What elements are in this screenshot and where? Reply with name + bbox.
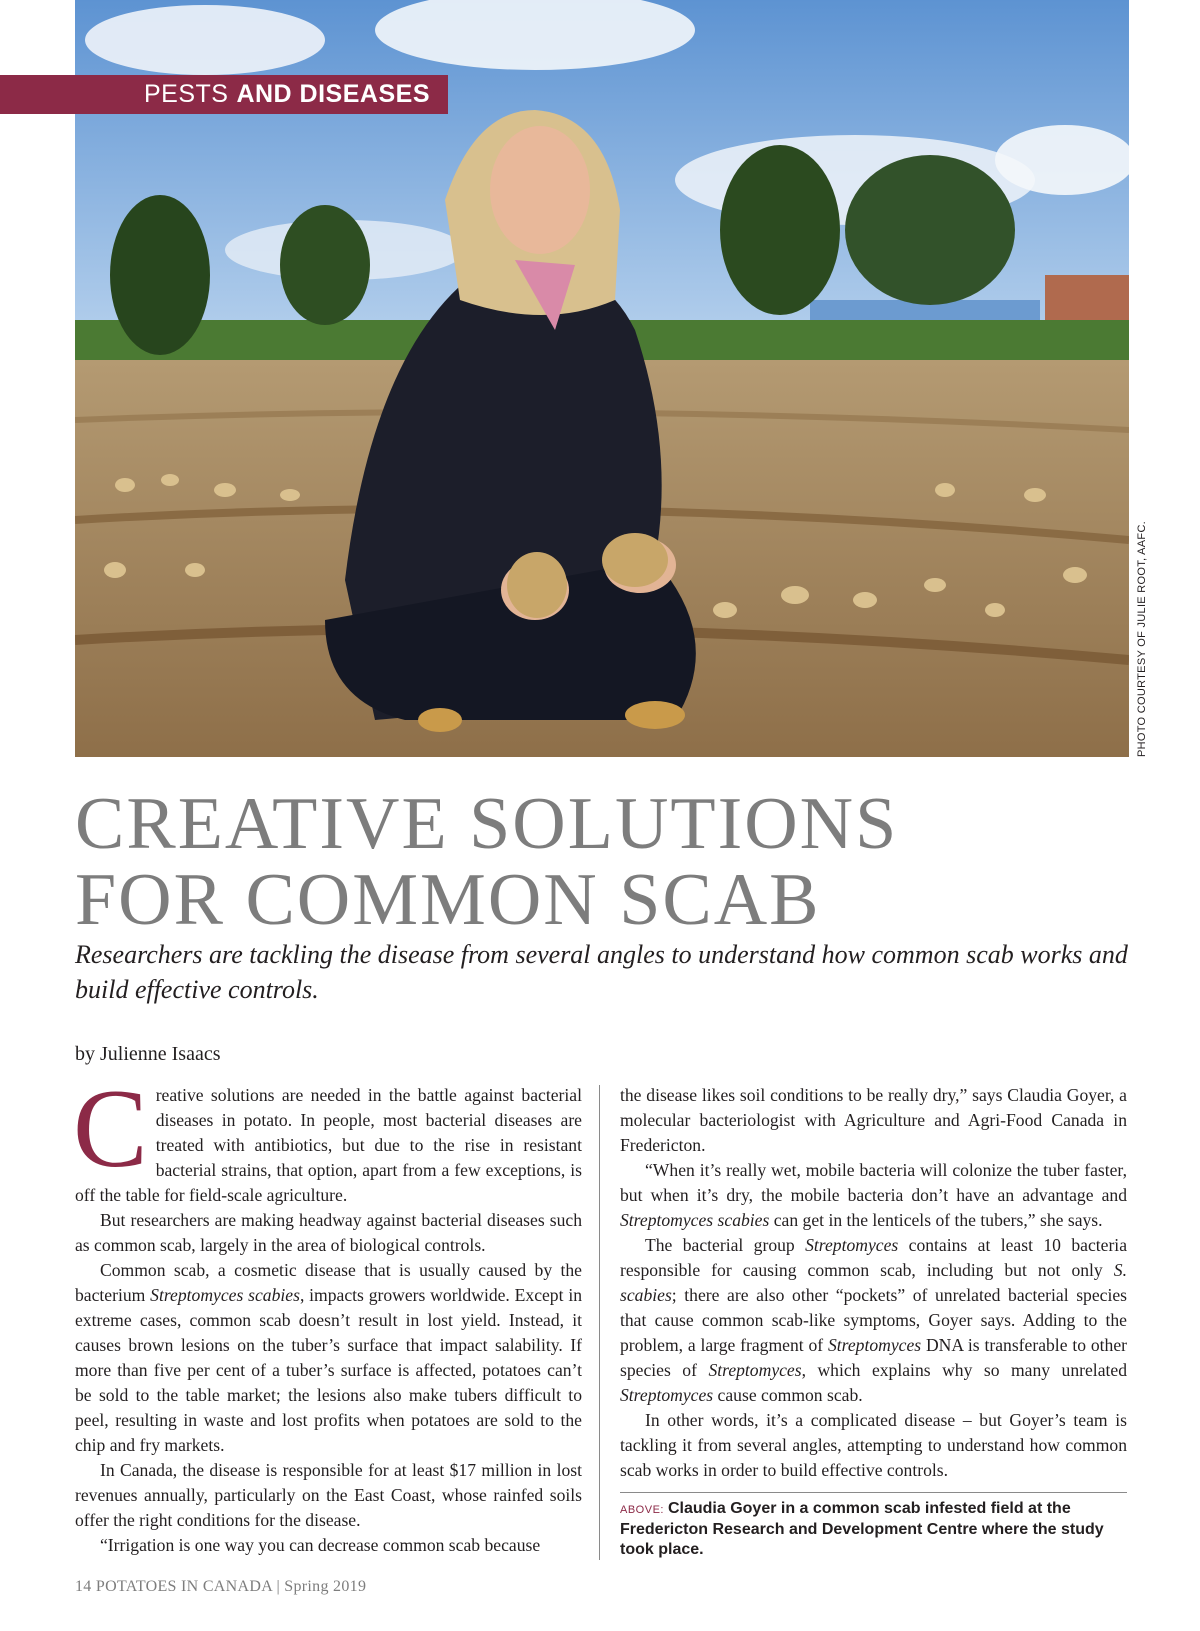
section-banner	[0, 75, 448, 114]
column-divider	[599, 1085, 600, 1560]
caption-text: Claudia Goyer in a common scab infested field at the Fredericton Research and Development Centre where the study took place.	[620, 1500, 1104, 1558]
paragraph-2: But researchers are making headway against bacterial diseases such as common scab, largely in the area of biological controls.	[75, 1210, 582, 1255]
caption-label: ABOVE:	[620, 1504, 664, 1516]
body-column-left	[73, 1067, 582, 1558]
photo-caption	[620, 1492, 1127, 1560]
paragraph-3: Common scab, a cosmetic disease that is usually caused by the bacterium Streptomyces scabies, impacts growers worldwide. Except in extreme cases, common scab doesn’t result in lost yield. Instead, it causes brown lesions on the tuber’s surface that impact salability. If more than five per cent of a tuber’s surface is affected, potatoes can’t be sold to the table market; the lesions also make tubers difficult to peel, resulting in waste and lost profits when potatoes are sold to the chip and fry markets.	[75, 1260, 582, 1455]
paragraph-7: “When it’s really wet, mobile bacteria will colonize the tuber faster, but when it’s dry, the mobile bacteria don’t have an advantage and Streptomyces scabies can get in the lenticels of the tubers,” she says.	[620, 1160, 1127, 1230]
paragraph-1: Creative solutions are needed in the battle against bacterial diseases in potato. In people, most bacterial diseases are treated with antibiotics, but due to the rise in resistant bacterial strains, that option, apart from a few exceptions, is off the table for field-scale agriculture.	[73, 1067, 582, 1205]
title-line-2: FOR COMMON SCAB	[75, 859, 821, 941]
byline: by Julienne Isaacs	[75, 1043, 221, 1065]
paragraph-4: In Canada, the disease is responsible for at least $17 million in lost revenues annually, particularly on the East Coast, whose rainfed soils offer the right conditions for the disease.	[75, 1460, 582, 1530]
drop-cap: C	[73, 1067, 148, 1191]
body-column-right	[620, 1083, 1127, 1483]
photo-credit: PHOTO COURTESY OF JULIE ROOT, AAFC.	[1136, 520, 1148, 757]
page-footer: 14 POTATOES IN CANADA | Spring 2019	[75, 1578, 367, 1595]
paragraph-5: “Irrigation is one way you can decrease common scab because	[100, 1535, 541, 1555]
article-deck: Researchers are tackling the disease from several angles to understand how common scab works and build effective controls.	[75, 940, 1128, 1004]
paragraph-9: In other words, it’s a complicated disease – but Goyer’s team is tackling it from several angles, attempting to understand how common scab works in order to build effective controls.	[620, 1410, 1127, 1480]
section-label-bold: AND DISEASES	[236, 80, 430, 108]
paragraph-6: the disease likes soil conditions to be really dry,” says Claudia Goyer, a molecular bacteriologist with Agriculture and Agri-Food Canada in Fredericton.	[620, 1085, 1127, 1155]
paragraph-8: The bacterial group Streptomyces contains at least 10 bacteria responsible for causing common scab, including but not only S. scabies; there are also other “pockets” of unrelated bacterial species that cause common scab-like symptoms, Goyer says. Adding to the problem, a large fragment of Streptomyces DNA is transferable to other species of Streptomyces, which explains why so many unrelated Streptomyces cause common scab.	[620, 1235, 1128, 1405]
section-label-light: PESTS	[143, 80, 229, 108]
article-title	[75, 783, 1135, 941]
title-line-1: CREATIVE SOLUTIONS	[75, 783, 899, 865]
